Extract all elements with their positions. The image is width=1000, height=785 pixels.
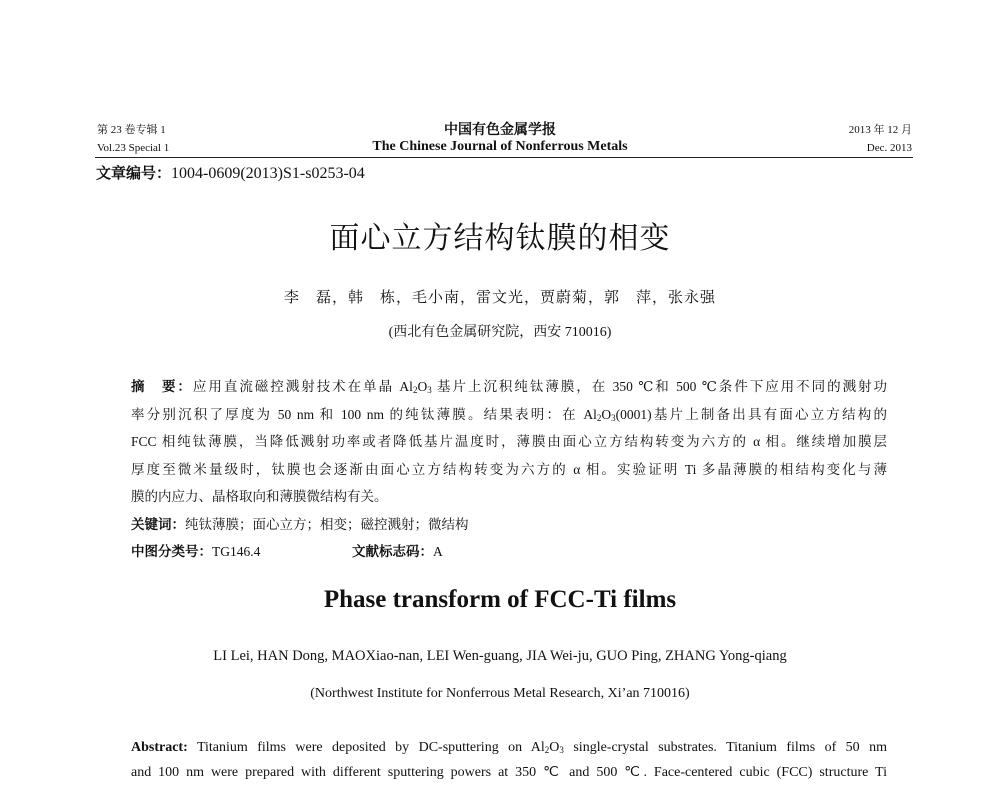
chinese-authors: 李 磊，韩 栋，毛小南，雷文光，贾蔚菊，郭 萍，张永强 [283,288,716,306]
chinese-title: 面心立方结构钛膜的相变 [329,221,671,256]
abstract-text: O [417,379,428,394]
english-abstract-label: Abstract: [131,740,188,755]
abstract-text: 应用直流磁控溅射技术在单晶 Al [192,379,413,394]
doc-code-label: 文献标志码： [352,544,433,560]
subscript: 3 [559,745,564,755]
chinese-affiliation: (西北有色金属研究院，西安 710016) [388,325,612,340]
english-abstract-line-1 [131,735,887,760]
keywords-label: 关键词： [131,516,185,533]
subscript: 2 [412,385,418,395]
english-title: Phase transform of FCC-Ti films [323,586,677,613]
clc-value: TG146.4 [212,544,261,559]
subscript: 2 [596,412,602,423]
subscript: 3 [611,412,616,423]
article-number-value: 1004-0609(2013)S1-s0253-04 [171,165,365,182]
abstract-text: 基片上沉积纯钛薄膜，在 350 ℃和 500 ℃条件下应用不同的溅射功 [431,379,888,394]
header-volume-cn: 第 23 卷专辑 1 [97,124,166,136]
article-number [96,162,365,183]
header-rule [95,157,913,158]
abstract-line-3: FCC 相纯钛薄膜，当降低溅射功率或者降低基片温度时，薄膜由面心立方结构转变为六方的 α 相。继续增加膜层 [131,434,887,449]
clc-label: 中图分类号： [131,544,212,560]
subscript: 2 [544,745,550,755]
header-volume-en: Vol.23 Special 1 [97,142,170,154]
header-journal-cn: 中国有色金属学报 [444,122,556,138]
classification-line [131,538,887,566]
abstract-line-2 [131,401,887,429]
abstract-line-4: 厚度至微米量级时，钛膜也会逐渐由面心立方结构转变为六方的 α 相。实验证明 Ti 多晶薄膜的相结构变化与薄 [131,461,887,477]
english-authors: LI Lei, HAN Dong, MAOXiao-nan, LEI Wen-guang, JIA Wei-ju, GUO Ping, ZHANG Yong-qiang [213,648,787,664]
chinese-abstract [131,373,887,566]
abstract-line-5: 膜的内应力、晶格取向和薄膜微结构有关。 [131,489,388,504]
subscript: 3 [427,385,432,395]
abstract-text: (0001)基片上制备出具有面心立方结构的 [615,406,887,422]
english-abstract [131,735,887,785]
keywords-line [131,511,887,539]
article-number-label: 文章编号： [96,164,172,182]
header-date-cn: 2013 年 12 月 [848,124,912,136]
abstract-text: 率分别沉积了厚度为 50 nm 和 100 nm 的纯钛薄膜。结果表明：在 Al [131,406,597,422]
abstract-label: 摘 要： [131,379,193,395]
header-journal-en: The Chinese Journal of Nonferrous Metals [372,139,628,154]
abstract-text: O [549,740,560,755]
english-affiliation: (Northwest Institute for Nonferrous Metal Research, Xi’an 710016) [310,686,690,701]
english-abstract-line-2: and 100 nm were prepared with different sputtering powers at 350 ℃ and 500 ℃. Face-centered cubic (FCC) structure Ti [131,765,887,780]
doc-code-value: A [433,544,443,559]
abstract-text: Titanium films were deposited by DC-sputtering on Al [187,740,545,755]
keywords-value: 纯钛薄膜；面心立方；相变；磁控溅射；微结构 [185,516,469,532]
header-date-en: Dec. 2013 [866,142,912,154]
abstract-line-1 [131,373,887,401]
abstract-text: O [601,406,612,422]
abstract-text: single-crystal substrates. Titanium films of 50 nm [563,740,888,755]
